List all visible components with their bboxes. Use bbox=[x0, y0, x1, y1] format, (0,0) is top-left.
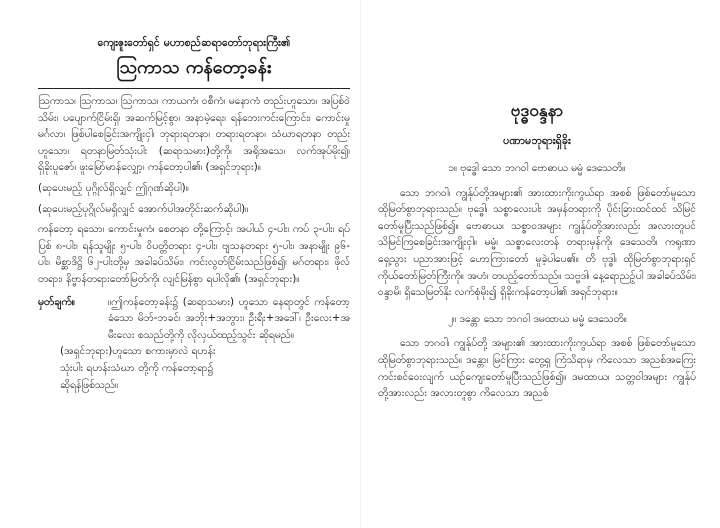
page-gutter bbox=[360, 0, 361, 528]
note-body: ။ဤကန်တော့ခန်း၌ (ဆရာသမား) ဟူသော နေရာတွင် ကန်တော့ ခံသော မိဘ်-ဘခင်၊ အဘိုး+အဘွား၊ ဦးရီး+အဒေါ်၊ ဦးလေး+အမီးလေး စသည်တို့ကို လိုလှယ်ထည့်သွင်း ဆိုရမည်။ bbox=[108, 295, 350, 341]
left-note bbox=[38, 294, 350, 344]
left-paragraph-1: ဩကာသ၊ ဩကာသ၊ ဩကာသ၊ ကာယကံ၊ ဝစီကံ၊ မနောကံ တည်းဟူသော၊ အပြစ်ဝဲသိမ်း၊ ပပျောက်ငြိမ်းရှိ၊ အဆက်မြင့်စွာ၊ အနာမဲ့ရေး၊ ရန်ဘေးကင်းကြောင်း၊ ကောင်းမှုမင်္ဂလာ၊ ဖြစ်ပါစေခြင်းအကျိုးငှါ၊ ဘုရားရတနာ၊ တရားရတနာ၊ သံဃာရတနာ တည်းဟူသော၊ ရတနာမြတ်သုံးပါး (ဆရာသမား)တို့ကို၊ အရိုအသေ၊ လက်အုပ်မိုး၍၊ ရှိခိုးပူဇော်၊ ဖူးမြော်မာန်လျှော့၊ ကန်တော့ပါ၏၊ (အရှင်ဘုရား)။ bbox=[38, 95, 350, 174]
left-quote-line-3: ဆိုရန်ဖြစ်သည်။ bbox=[60, 378, 119, 391]
section-2-body: သော ဘဂဝါ၊ ကျွန်ုပ်တို့ အများ၏ အားထားကိုးကွယ်ရာ အစစ် ဖြစ်တော်မူသော ထိုမြတ်စွာဘုရားသည်။ ဒန္တော၊ မြင်ကြား တွေ့ရှ ကြံသိရာမှ ကိလေသာ အညစ်အကြေး ကင်းစင်ဝေးလျက် ယဉ်ကျေးတော်မူပြီးသည်ဖြစ်၍။ ဒမထာယ၊ သတ္တဝါအများ ကျွန်ုပ်တို့အားလည်း အလားတူစွာ ကိလေသာ အညစ် bbox=[378, 337, 696, 400]
right-subtitle: ပဏာမဘုရားရှိခိုး bbox=[503, 134, 571, 147]
left-paragraph-3: (ဆုပေးမည့်ပုဂ္ဂိုလ်မရှိလျှင် အောက်ပါအတိုင်းဆက်ဆိုပါ)။ bbox=[38, 202, 249, 215]
left-title: ဩကာသ ကန်တော့ခန်း bbox=[116, 57, 272, 78]
note-label: မှတ်ချက်။ bbox=[38, 295, 75, 308]
left-quote-line-2: သုံးပါး ရဟန်းသံဃာ တို့ကို ကန်တော့ရာ၌ bbox=[60, 361, 214, 374]
left-page bbox=[38, 0, 350, 528]
left-quote-line-1: (အရှင်ဘုရား)ဟူသော စကားမှာလဲ ရဟန်း bbox=[60, 345, 216, 358]
section-1-heading: ၁။ ဗုဒ္ဓေါ သော ဘဂဝါ ဗောဓာယ မမ္မံ ဒေသေတိ။ bbox=[448, 162, 626, 174]
left-header-small: ကျေးဇူးတော်ရှင် မဟာစည်ဆရာတော်ဘုရားကြီး၏ bbox=[97, 37, 291, 49]
right-title: ဗုဒ္ဓဝန္ဒနာ bbox=[510, 101, 564, 121]
right-page bbox=[378, 0, 696, 528]
left-paragraph-4: ကန်တော့ ရသော၊ ကောင်းမှုကံ၊ စေတနာ တို့ကြောင့်၊ အပါယ် ၄-ပါး၊ ကပ် ၃-ပါး၊ ရပ်ပြစ် ၈-ပါး၊ ရန်သူမျိုး ၅-ပါး၊ ဝိပတ္တိတရား ၄-ပါး၊ ဗျသနတရား ၅-ပါး၊ အနာမျိုး ၉၆-ပါး၊ မိစ္ဆာဒိဋ္ဌိ ၆၂-ပါးတို့မှ အခါခပ်သိမ်း၊ ကင်းလွတ်ငြိမ်းသည်ဖြစ်၍၊ မဂ်တရား၊ ဖိုလ်တရား၊ နိဗ္ဗာန်တရားတော်မြတ်ကို၊ လျင်မြန်စွာ ရပါလို၏၊ (အရှင်ဘုရား)။ bbox=[38, 223, 350, 285]
left-title-rule bbox=[38, 88, 350, 89]
section-2-heading: ၂။ ဒန္တော သော ဘဂဝါ ဒမထာယ မမ္မံ ဒေသေတိ။ bbox=[448, 312, 627, 325]
section-1-body: သော ဘဂဝါ၊ ကျွန်ုပ်တို့အများ၏ အားထားကိုးကွယ်ရာ အစစ် ဖြစ်တော်မူသော ထိုမြတ်စွာဘုရားသည်။ ဗုဒ္ဓေါ၊ သစ္စာလေးပါး အမှန်တရားကို ပိုင်းခြားထင်ထင် သိမြင်တော်မူပြီးသည်ဖြစ်၍။ ဗောဓာယ၊ သစ္စာ၀အများ ကျွန်ုပ်တို့အားလည်း အလားတူပင် သိမြင်ကြစေခြင်းအကျိုးငှါ။ မမ္မံ၊ သစ္စာလေးတန် တရားမှန်ကို၊ ဒေသေတိ၊ ကရုဏာရှေ့သွား ပညာအားဖြင့် ဟောကြားတော် မူခဲ့ပါပေ၏။ တိ ဗုဒ္ဓါ၊ ထိုမြတ်စွာဘုရားရှင်ကိုယ်တော်မြတ်ကြီးကို။ အဟံ၊ တပည့်တော်သည်။ သဗ္ဗဒါ၊ နေ့ရောညဉ့်ပါ အခါခပ်သိမ်း၊ ဝန္ဒာမိ၊ ရှိသေမြတ်နိုး လက်စုံမိုး၍ ရှိခိုးကန်တော့ပါ၏ အရှင်ဘုရား။ bbox=[378, 186, 696, 299]
left-paragraph-2: (ဆုပေးမည့် ပုဂ္ဂိုလ်ရှိလျှင် ဤဂုဏ်ဆိုပါ)။ bbox=[38, 181, 189, 194]
